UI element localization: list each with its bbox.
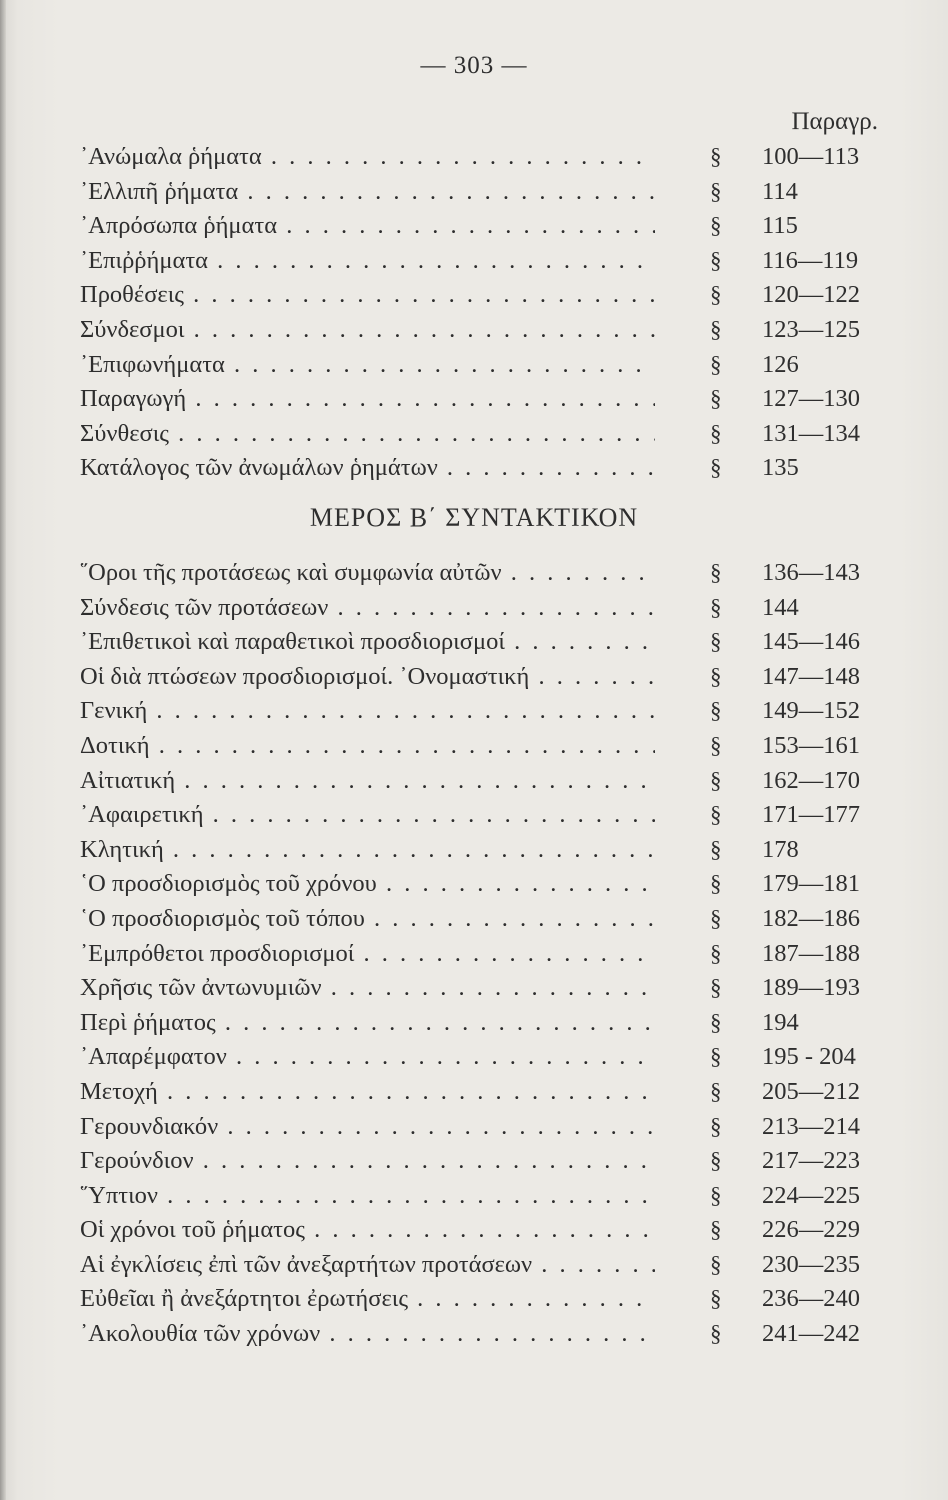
toc-entry-title: ᾿Εμπρόθετοι προσδιορισμοί . . . — [80, 937, 655, 972]
toc-entry — [80, 1144, 880, 1179]
toc-entry-title: Σύνθεσις . . . — [80, 417, 655, 452]
section-sign: § — [710, 767, 722, 793]
toc-entry-title: Σύνδεσις τῶν προτάσεων . . . — [80, 591, 655, 626]
toc-entry — [80, 1179, 880, 1214]
toc-entry — [80, 175, 880, 210]
toc-entry-title: ᾿Αφαιρετική . . . — [80, 798, 655, 833]
section-sign: § — [710, 1286, 722, 1312]
page-gutter — [0, 0, 6, 1500]
toc-entry — [80, 451, 880, 486]
toc-entry-paragraph-range: 131—134 — [762, 419, 860, 447]
toc-entry-paragraph-range: 153—161 — [762, 731, 860, 759]
toc-entry-paragraph-range: 114 — [762, 177, 798, 205]
section-sign: § — [710, 455, 722, 481]
toc-entry-title: Γερουνδιακόν . . . — [80, 1110, 655, 1145]
toc-entry — [80, 625, 880, 660]
toc-entry — [80, 902, 880, 937]
toc-entry-paragraph-range: 126 — [762, 350, 799, 378]
section-sign: § — [710, 420, 722, 446]
toc-entry — [80, 694, 880, 729]
toc-entry — [80, 417, 880, 452]
toc-entry-paragraph-range: 205—212 — [762, 1077, 860, 1105]
toc-entry-paragraph-range: 100—113 — [762, 143, 860, 170]
toc-entry-title: ᾿Απρόσωπα ῥήματα . . . — [80, 209, 655, 244]
toc-entry-paragraph-range: 226—229 — [762, 1216, 860, 1244]
toc-entry-title: ᾿Ελλιπῆ ῥήματα . . . — [80, 175, 655, 210]
toc-entry-paragraph-range: 178 — [762, 835, 799, 863]
section-sign: § — [710, 732, 722, 758]
toc-entry — [80, 556, 880, 591]
toc-entry — [80, 1110, 880, 1145]
toc-entry-title: Εὐθεῖαι ἢ ἀνεξάρτητοι ἐρωτήσεις . . . — [80, 1282, 655, 1317]
toc-entry-paragraph-range: 182—186 — [762, 904, 860, 932]
section-sign: § — [710, 316, 722, 342]
toc-entry-title: Περὶ ῥήματος . . . — [80, 1006, 655, 1041]
section-sign: § — [710, 940, 722, 966]
toc-entry-paragraph-range: 127—130 — [762, 385, 860, 413]
toc-entry-title: Οἱ χρόνοι τοῦ ῥήματος . . . — [80, 1213, 655, 1248]
section-sign: § — [710, 1217, 722, 1243]
toc-entry-title: Γενική . . . — [80, 694, 655, 729]
toc-entry-paragraph-range: 179—181 — [762, 870, 860, 898]
section-sign: § — [710, 178, 722, 204]
toc-entry-title: Κλητική . . . — [80, 833, 655, 868]
toc-entry-paragraph-range: 241—242 — [762, 1320, 860, 1348]
toc-entry — [80, 833, 880, 868]
toc-entry — [80, 867, 880, 902]
toc-entry — [80, 937, 880, 972]
section-sign: § — [710, 836, 722, 862]
section-sign: § — [710, 560, 722, 585]
toc-entry-paragraph-range: 236—240 — [762, 1285, 860, 1313]
toc-entry-title: ῞Υπτιον . . . — [80, 1179, 655, 1214]
toc-entry-title: ᾿Επιθετικοὶ καὶ παραθετικοὶ προσδιορισμοί . . . — [80, 625, 655, 660]
toc-entry-title: ᾿Ανώμαλα ῥήματα . . . — [80, 140, 655, 175]
section-sign: § — [710, 663, 722, 689]
toc-entry — [80, 313, 880, 348]
toc-entry — [80, 660, 880, 695]
toc-entry-title: Γερούνδιον . . . — [80, 1144, 655, 1179]
toc-entry — [80, 140, 880, 175]
toc-entry-paragraph-range: 230—235 — [762, 1250, 860, 1278]
toc-entry-paragraph-range: 135 — [762, 454, 799, 482]
toc-entry-title: Δοτική . . . — [80, 729, 655, 764]
toc-entry-title: Οἱ διὰ πτώσεων προσδιορισμοί. ᾿Ονομαστική . . . — [80, 660, 655, 695]
toc-entry — [80, 1213, 880, 1248]
toc-entry — [80, 1317, 880, 1352]
section-sign: § — [710, 1044, 722, 1070]
toc-entry-paragraph-range: 144 — [762, 593, 799, 621]
section-sign: § — [710, 351, 722, 377]
toc-entry — [80, 1282, 880, 1317]
toc-entry-title: ᾿Απαρέμφατον . . . — [80, 1040, 655, 1075]
toc-entry-paragraph-range: 195 - 204 — [762, 1043, 856, 1071]
toc-entry-title: Αἰτιατική . . . — [80, 764, 655, 799]
section-sign: § — [710, 1321, 722, 1347]
section-sign: § — [710, 1148, 722, 1174]
toc-entry-title: ᾿Επιῤῥήματα . . . — [80, 244, 655, 279]
section-sign: § — [710, 282, 722, 308]
toc-entry — [80, 591, 880, 626]
page-number: — 303 — — [420, 52, 528, 79]
section-sign: § — [710, 1182, 722, 1208]
toc-entry — [80, 1075, 880, 1110]
toc-entry-title: ᾿Επιφωνήματα . . . — [80, 348, 655, 383]
section-sign: § — [710, 1009, 722, 1035]
toc-entry-title: Κατάλογος τῶν ἀνωμάλων ῥημάτων . . . — [80, 451, 655, 486]
toc-entry-paragraph-range: 189—193 — [762, 974, 860, 1002]
section-sign: § — [710, 386, 722, 412]
part-heading: ΜΕΡΟΣ Β΄ ΣΥΝΤΑΚΤΙΚΟΝ — [309, 503, 639, 532]
section-sign: § — [710, 1113, 722, 1139]
toc-entry-paragraph-range: 217—223 — [762, 1147, 860, 1175]
toc-entry-title: Χρῆσις τῶν ἀντωνυμιῶν . . . — [80, 971, 655, 1006]
toc-entry — [80, 1040, 880, 1075]
section-sign: § — [710, 594, 722, 620]
toc-entry-paragraph-range: 149—152 — [762, 697, 860, 725]
toc-entry — [80, 1248, 880, 1283]
toc-entry-title: Προθέσεις . . . — [80, 278, 655, 313]
toc-entry-paragraph-range: 145—146 — [762, 628, 860, 656]
section-sign: § — [710, 905, 722, 931]
section-sign: § — [710, 698, 722, 724]
toc-entry-paragraph-range: 115 — [762, 212, 798, 240]
toc-entry-paragraph-range: 171—177 — [762, 801, 860, 829]
toc-part-two — [80, 556, 880, 1352]
section-sign: § — [710, 213, 722, 239]
toc-entry-paragraph-range: 116—119 — [762, 246, 859, 274]
section-sign: § — [710, 1078, 722, 1104]
toc-entry-title: ῞Οροι τῆς προτάσεως καὶ συμφωνία αὐτῶν . . . — [80, 556, 655, 591]
toc-entry — [80, 1006, 880, 1041]
section-sign: § — [710, 1251, 722, 1277]
toc-entry — [80, 278, 880, 313]
section-sign: § — [710, 629, 722, 655]
toc-entry — [80, 971, 880, 1006]
toc-entry-paragraph-range: 147—148 — [762, 662, 860, 690]
toc-entry-title: Σύνδεσμοι . . . — [80, 313, 655, 348]
section-sign: § — [710, 871, 722, 897]
toc-entry — [80, 729, 880, 764]
toc-entry-title: ῾Ο προσδιορισμὸς τοῦ χρόνου . . . — [80, 867, 655, 902]
toc-entry-paragraph-range: 194 — [762, 1008, 799, 1036]
section-sign: § — [710, 247, 722, 273]
toc-entry-title: Αἱ ἐγκλίσεις ἐπὶ τῶν ἀνεξαρτήτων προτάσεων . . . — [80, 1248, 655, 1283]
toc-entry-paragraph-range: 224—225 — [762, 1181, 860, 1209]
toc-entry — [80, 382, 880, 417]
toc-entry — [80, 764, 880, 799]
toc-entry-paragraph-range: 123—125 — [762, 315, 860, 343]
toc-entry-title: Μετοχή . . . — [80, 1075, 655, 1110]
toc-entry-title: ᾿Ακολουθία τῶν χρόνων . . . — [80, 1317, 655, 1352]
toc-entry — [80, 348, 880, 383]
toc-entry-title: ῾Ο προσδιορισμὸς τοῦ τόπου . . . — [80, 902, 655, 937]
section-sign: § — [710, 802, 722, 828]
toc-entry — [80, 244, 880, 279]
toc-entry-paragraph-range: 187—188 — [762, 939, 860, 967]
toc-entry-title: Παραγωγή . . . — [80, 382, 655, 417]
section-sign: § — [710, 144, 722, 169]
toc-entry — [80, 798, 880, 833]
toc-part-one — [80, 140, 880, 486]
section-sign: § — [710, 975, 722, 1001]
column-header: Παραγρ. — [791, 108, 878, 135]
toc-entry-paragraph-range: 162—170 — [762, 766, 860, 794]
toc-entry-paragraph-range: 120—122 — [762, 281, 860, 309]
toc-entry-paragraph-range: 213—214 — [762, 1112, 860, 1140]
toc-entry — [80, 209, 880, 244]
toc-entry-paragraph-range: 136—143 — [762, 559, 860, 586]
